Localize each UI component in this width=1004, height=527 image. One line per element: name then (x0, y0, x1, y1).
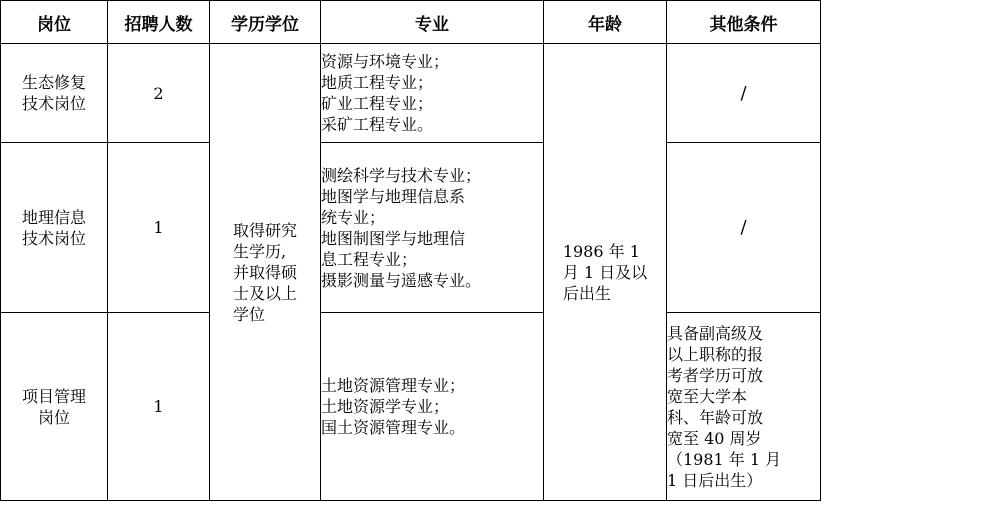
major-cell (321, 313, 544, 501)
major-line: 矿业工程专业； (321, 94, 434, 113)
position-line: 技术岗位 (21, 94, 86, 113)
major-line: 地质工程专业； (321, 73, 434, 92)
major-line: 土地资源管理专业； (321, 376, 466, 395)
header-count: 招聘人数 (108, 1, 210, 44)
other-line: 具备副高级及 (667, 323, 764, 343)
other-cell (667, 143, 821, 313)
other-value: / (740, 217, 747, 238)
header-other: 其他条件 (667, 1, 821, 44)
position-line: 生态修复 (21, 73, 86, 92)
position-line: 技术岗位 (21, 228, 86, 248)
age-line: 后出生 (562, 283, 611, 303)
other-line: （1981 年 1 月 (667, 449, 782, 469)
position-line: 项目管理 (21, 386, 86, 406)
major-line: 土地资源学专业； (321, 397, 450, 416)
education-line: 并取得硕 (232, 262, 297, 282)
major-line: 采矿工程专业。 (321, 115, 434, 134)
count-cell: 1 (108, 313, 210, 501)
other-value: / (740, 82, 747, 104)
header-position: 岗位 (1, 1, 108, 44)
major-cell (321, 143, 544, 313)
count-cell: 1 (108, 143, 210, 313)
major-line: 地图制图学与地理信 (321, 228, 466, 248)
education-cell (210, 44, 321, 501)
table-row (1, 44, 821, 143)
other-line: 宽至 40 周岁 (667, 428, 762, 448)
age-block (563, 241, 647, 304)
header-age: 年龄 (544, 1, 667, 44)
age-line: 月 1 日及以 (562, 262, 648, 282)
table-row (1, 313, 821, 501)
other-line: 1 日后出生） (667, 470, 763, 490)
age-cell (544, 44, 667, 501)
education-block (233, 220, 297, 325)
header-education: 学历学位 (210, 1, 321, 44)
other-line: 考者学历可放 (667, 365, 764, 385)
position-cell (1, 313, 108, 501)
major-line: 国土资源管理专业。 (321, 418, 466, 437)
education-line: 学位 (232, 304, 265, 324)
education-line: 生学历, (232, 241, 287, 261)
major-cell (321, 44, 544, 143)
major-line: 测绘科学与技术专业； (321, 165, 482, 185)
major-line: 摄影测量与遥感专业。 (321, 270, 482, 290)
other-line: 科、年龄可放 (667, 407, 764, 427)
other-line: 宽至大学本 (667, 386, 748, 406)
header-row (1, 1, 821, 44)
other-cell (667, 44, 821, 143)
education-line: 士及以上 (232, 283, 297, 303)
position-cell (1, 143, 108, 313)
major-line: 资源与环境专业； (321, 52, 450, 71)
age-line: 1986 年 1 (562, 241, 640, 261)
table-row (1, 143, 821, 313)
position-line: 地理信息 (21, 207, 86, 227)
major-line: 息工程专业； (321, 249, 418, 269)
education-line: 取得研究 (232, 220, 297, 240)
count-cell: 2 (108, 44, 210, 143)
header-major: 专业 (321, 1, 544, 44)
major-line: 地图学与地理信息系 (321, 186, 466, 206)
major-line: 统专业； (321, 207, 386, 227)
other-line: 以上职称的报 (667, 344, 764, 364)
other-cell (667, 313, 821, 501)
position-cell (1, 44, 108, 143)
position-line: 岗位 (37, 407, 70, 427)
